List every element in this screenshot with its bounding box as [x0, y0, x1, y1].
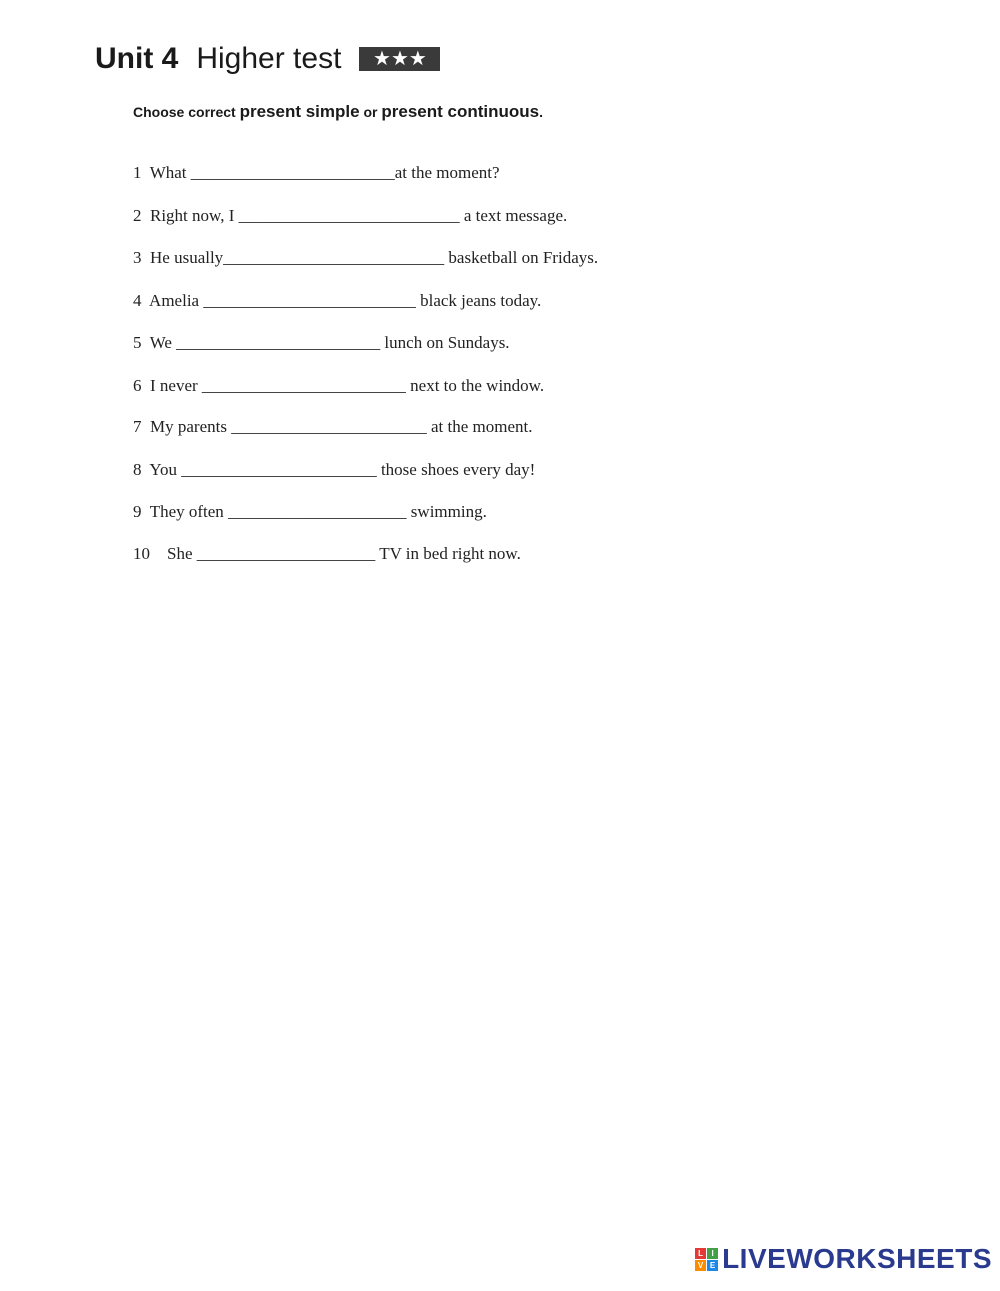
question-item: 7 My parents _______________________ at the moment.: [133, 417, 533, 436]
logo-text: LIVEWORKSHEETS: [722, 1243, 992, 1274]
instruction-text: [133, 102, 543, 122]
question-item: 8 You _______________________ those shoes every day!: [133, 460, 536, 479]
question-item: 1 What ________________________at the moment?: [133, 163, 500, 182]
logo-block-e: E: [707, 1260, 718, 1271]
unit-label: Unit 4: [95, 42, 179, 75]
question-item: 2 Right now, I __________________________ a text message.: [133, 206, 568, 225]
difficulty-stars-badge: ★★★: [359, 47, 440, 71]
test-name: Higher test: [196, 42, 342, 75]
instruction-part-2: present simple: [239, 102, 360, 121]
logo-block-l: L: [695, 1248, 706, 1259]
instruction-part-3: or: [359, 104, 382, 120]
logo-icon: [695, 1248, 718, 1271]
instruction-part-5: .: [539, 104, 543, 120]
logo-block-i: I: [707, 1248, 718, 1259]
logo-block-v: V: [695, 1260, 706, 1271]
question-item: 10 She _____________________ TV in bed right now.: [133, 544, 521, 563]
question-item: 9 They often _____________________ swimming.: [133, 502, 487, 521]
question-item: 4 Amelia _________________________ black jeans today.: [133, 291, 542, 310]
page-title: [95, 42, 440, 76]
question-item: 6 I never ________________________ next to the window.: [133, 376, 545, 395]
instruction-part-1: Choose correct: [133, 104, 240, 120]
question-item: 5 We ________________________ lunch on Sundays.: [133, 333, 510, 352]
liveworksheets-logo: [695, 1243, 992, 1275]
instruction-part-4: present continuous: [381, 102, 540, 121]
question-item: 3 He usually__________________________ basketball on Fridays.: [133, 248, 599, 267]
